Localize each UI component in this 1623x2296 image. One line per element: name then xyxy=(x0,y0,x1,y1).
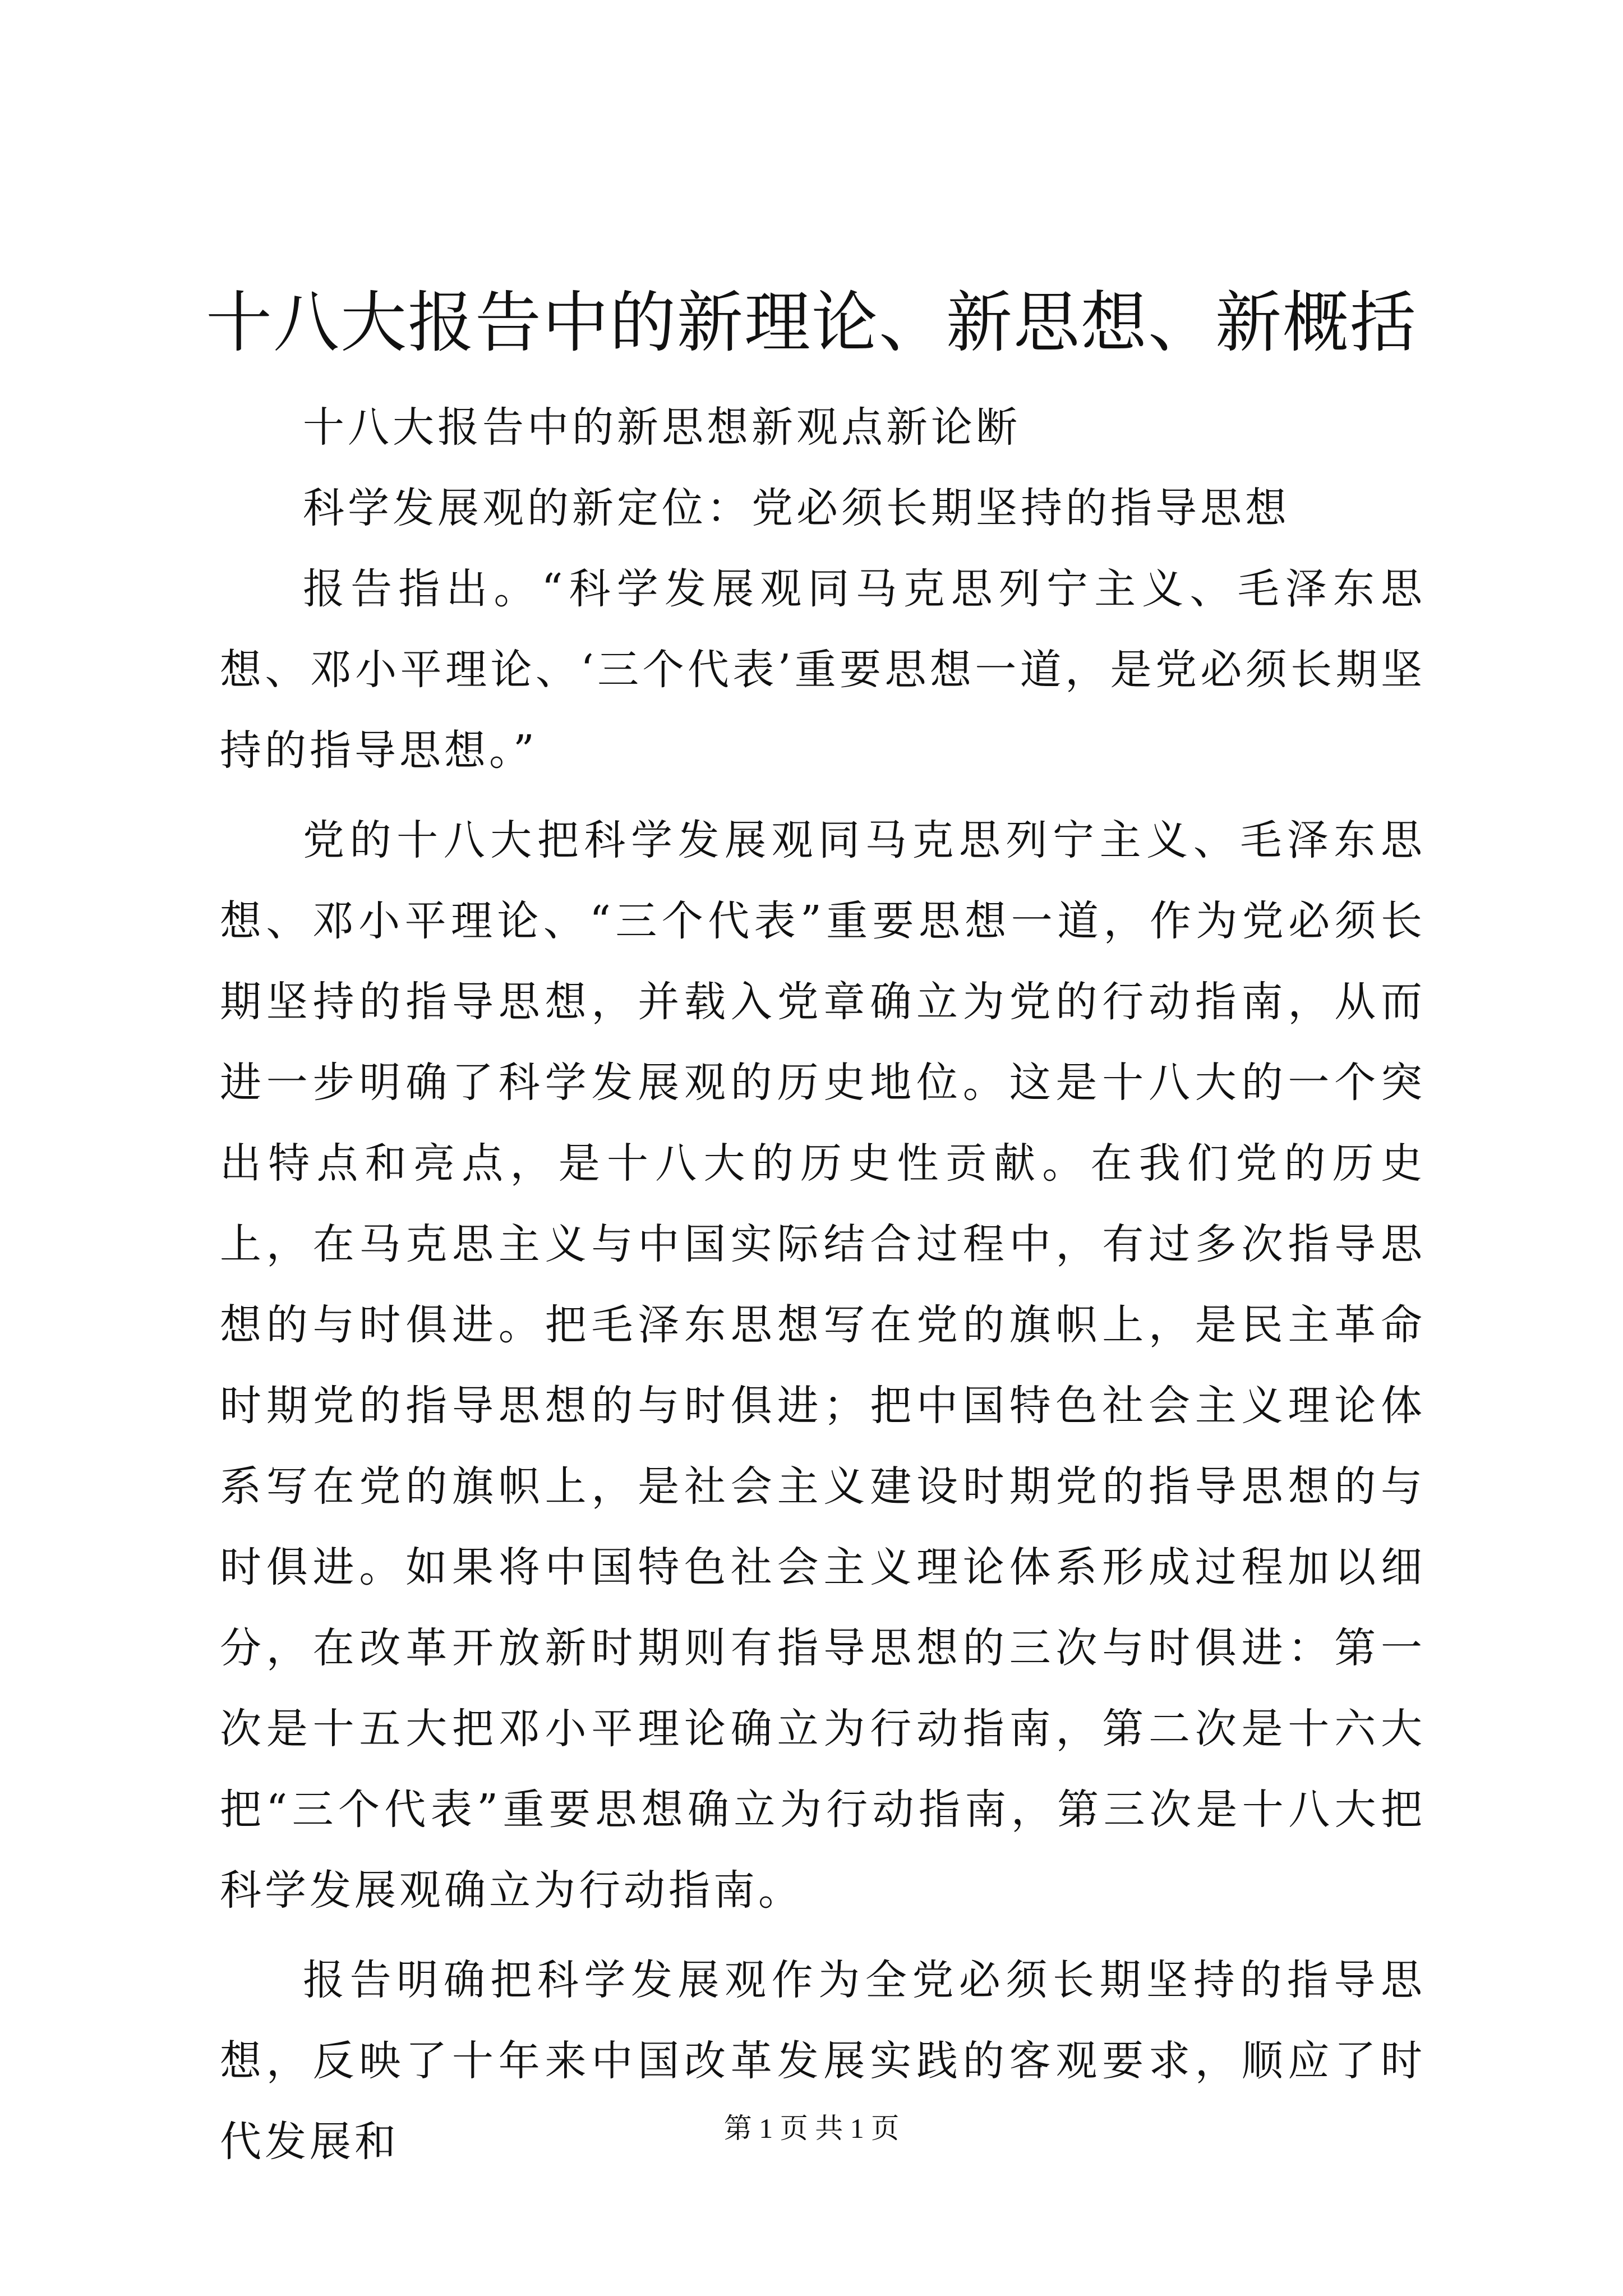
subtitle-paragraph: 十八大报告中的新思想新观点新论断 xyxy=(303,403,1021,452)
body-paragraph: 党的十八大把科学发展观同马克思列宁主义、毛泽东思想、邓小平理论、“三个代表”重要思想一道，作为党必须长期坚持的指导思想，并载入党章确立为党的行动指南，从而进一步明确了科学发展观的历史地位。这是十八大的一个突出特点和亮点，是十八大的历史性贡献。在我们党的历史上，在马克思主义与中国实际结合过程中，有过多次指导思想的与时俱进。把毛泽东思想写在党的旗帜上，是民主革命时期党的指导思想的与时俱进；把中国特色社会主义理论体系写在党的旗帜上，是社会主义建设时期党的指导思想的与时俱进。如果将中国特色社会主义理论体系形成过程加以细分，在改革开放新时期则有指导思想的三次与时俱进：第一次是十五大把邓小平理论确立为行动指南，第二次是十六大把“三个代表”重要思想确立为行动指南，第三次是十八大把科学发展观确立为行动指南。 xyxy=(220,816,1426,1915)
section-heading-paragraph: 科学发展观的新定位：党必须长期坚持的指导思想 xyxy=(303,484,1290,532)
page-number-footer: 第 1 页 共 1 页 xyxy=(723,2113,900,2144)
document-body xyxy=(220,387,1426,2182)
quote-paragraph: 报告指出。“科学发展观同马克思列宁主义、毛泽东思想、邓小平理论、‘三个代表’重要思想一道，是党必须长期坚持的指导思想。” xyxy=(220,565,1426,775)
body-paragraph-continued: 报告明确把科学发展观作为全党必须长期坚持的指导思想，反映了十年来中国改革发展实践的客观要求，顺应了时代发展和 xyxy=(220,1956,1426,2166)
document-title: 十八大报告中的新理论、新思想、新概括 xyxy=(205,284,1417,361)
